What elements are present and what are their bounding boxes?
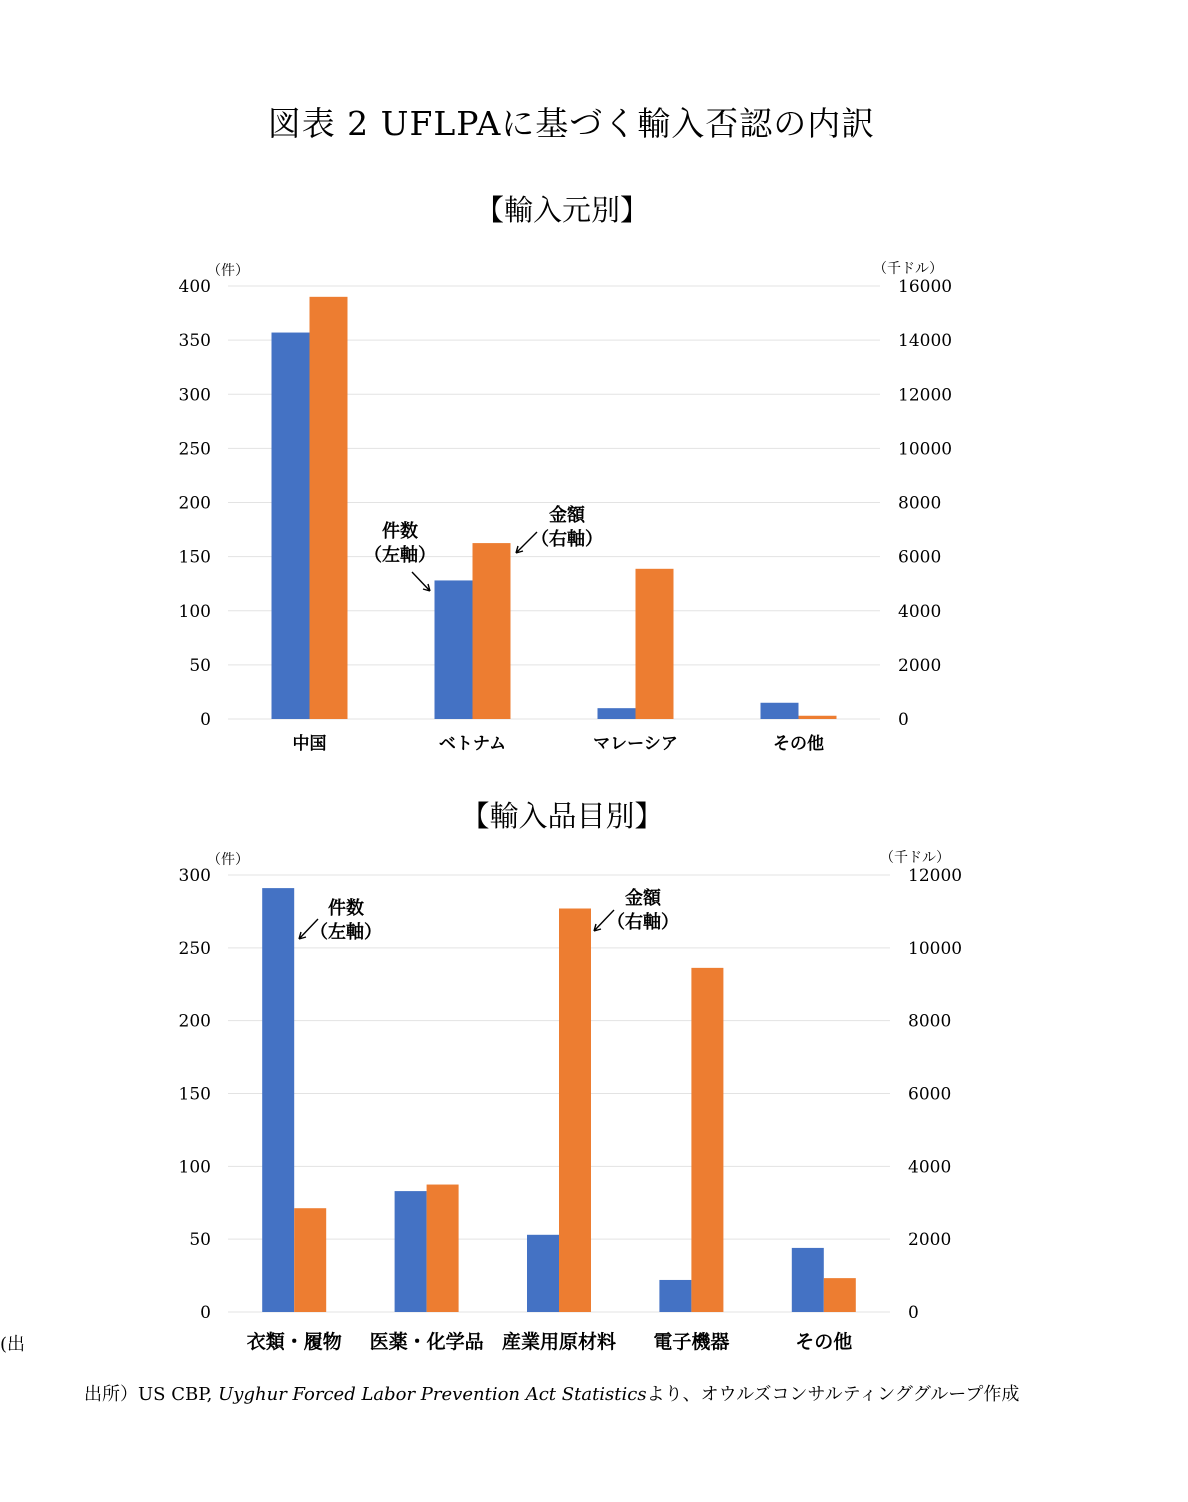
category-label: マレーシア	[593, 734, 678, 754]
annotation-count-line2: （左軸）	[310, 922, 382, 943]
right-tick-label: 0	[898, 710, 909, 730]
left-tick-label: 100	[178, 601, 211, 622]
left-tick-label: 100	[178, 1157, 211, 1178]
annotation-amount-line1: 金額	[625, 888, 661, 909]
annotation-amount-line2: （右軸）	[607, 912, 679, 933]
left-axis-unit: （件）	[207, 852, 249, 868]
chart-by-product	[0, 790, 1188, 1370]
left-axis-ticks	[179, 866, 211, 1323]
annotation-count-line2: （左軸）	[364, 545, 436, 566]
annotation-amount	[516, 504, 603, 553]
right-tick-label: 4000	[898, 601, 942, 622]
annotation-count	[299, 897, 382, 943]
bar-count	[527, 1235, 559, 1312]
right-axis-unit: （千ドル）	[880, 850, 950, 866]
right-tick-label: 12000	[908, 866, 963, 886]
chart-title: 【輸入品目別】	[460, 799, 664, 833]
left-tick-label: 300	[178, 385, 211, 406]
right-axis-ticks	[898, 277, 952, 730]
bar-amount	[559, 909, 591, 1312]
bar-amount	[294, 1208, 326, 1312]
annotation-amount-line2: （右軸）	[531, 529, 603, 550]
right-tick-label: 14000	[898, 331, 953, 352]
category-label: 中国	[292, 734, 327, 754]
category-label: 電子機器	[653, 1331, 730, 1353]
bar-amount	[473, 543, 511, 719]
left-tick-label: 300	[178, 866, 211, 886]
category-label: 衣類・履物	[246, 1331, 342, 1353]
left-tick-label: 250	[178, 938, 211, 959]
bar-count	[435, 580, 473, 719]
bar-count	[262, 888, 294, 1312]
left-tick-label: 50	[189, 655, 211, 676]
cut-off-text: (出	[0, 1334, 26, 1355]
bar-amount	[691, 968, 723, 1312]
figure-title: 図表 2 UFLPAに基づく輸入否認の内訳	[267, 104, 876, 143]
right-tick-label: 8000	[908, 1011, 952, 1032]
right-axis-ticks	[908, 866, 962, 1323]
right-tick-label: 10000	[908, 938, 963, 959]
source-suffix: より、オウルズコンサルティンググループ作成	[646, 1384, 1020, 1405]
bar-amount	[427, 1185, 459, 1312]
annotation-count-line1: 件数	[328, 898, 364, 919]
annotation-count	[364, 520, 436, 591]
right-tick-label: 8000	[898, 493, 942, 514]
bar-amount	[636, 569, 674, 719]
left-axis-unit: （件）	[207, 263, 249, 279]
category-labels	[247, 1330, 853, 1353]
bar-count	[659, 1280, 691, 1312]
left-axis-ticks	[179, 277, 211, 730]
left-tick-label: 200	[178, 493, 211, 514]
category-label: 産業用原材料	[501, 1331, 617, 1353]
bar-count	[598, 708, 636, 719]
chart-by-origin	[0, 180, 1188, 770]
bar-count	[395, 1191, 427, 1312]
left-tick-label: 0	[200, 1303, 211, 1323]
left-tick-label: 400	[178, 277, 211, 297]
right-tick-label: 6000	[898, 547, 942, 568]
right-tick-label: 6000	[908, 1084, 952, 1105]
left-tick-label: 150	[178, 1084, 211, 1105]
right-tick-label: 0	[908, 1303, 919, 1323]
source-note	[84, 1380, 1019, 1406]
left-tick-label: 350	[178, 331, 211, 352]
category-label: 医薬・化学品	[369, 1331, 484, 1353]
source-title: Uyghur Forced Labor Prevention Act Statistics	[218, 1384, 647, 1405]
left-tick-label: 250	[178, 439, 211, 460]
bar-count	[792, 1248, 824, 1312]
right-tick-label: 16000	[898, 277, 953, 297]
category-label: その他	[773, 734, 824, 754]
bar-amount	[310, 297, 348, 719]
source-prefix: 出所）US CBP,	[84, 1384, 219, 1405]
annotation-count-line1: 件数	[382, 521, 418, 542]
left-tick-label: 50	[189, 1230, 211, 1251]
left-tick-label: 200	[178, 1011, 211, 1032]
category-label: ベトナム	[438, 734, 507, 754]
annotation-amount-line1: 金額	[549, 505, 585, 526]
right-tick-label: 2000	[908, 1230, 952, 1251]
category-labels	[293, 733, 825, 754]
bars	[262, 888, 856, 1312]
chart-title: 【輸入元別】	[474, 193, 650, 227]
annotation-amount	[594, 887, 679, 933]
bar-amount	[799, 716, 837, 719]
left-tick-label: 150	[178, 547, 211, 568]
annotation-count-arrow	[412, 572, 430, 591]
bar-amount	[824, 1278, 856, 1312]
bar-count	[272, 333, 310, 719]
right-tick-label: 12000	[898, 385, 953, 406]
right-tick-label: 4000	[908, 1157, 952, 1178]
category-label: その他	[795, 1331, 853, 1353]
bar-count	[761, 703, 799, 719]
left-tick-label: 0	[200, 710, 211, 730]
right-axis-unit: （千ドル）	[873, 261, 943, 277]
right-tick-label: 2000	[898, 655, 942, 676]
right-tick-label: 10000	[898, 439, 953, 460]
